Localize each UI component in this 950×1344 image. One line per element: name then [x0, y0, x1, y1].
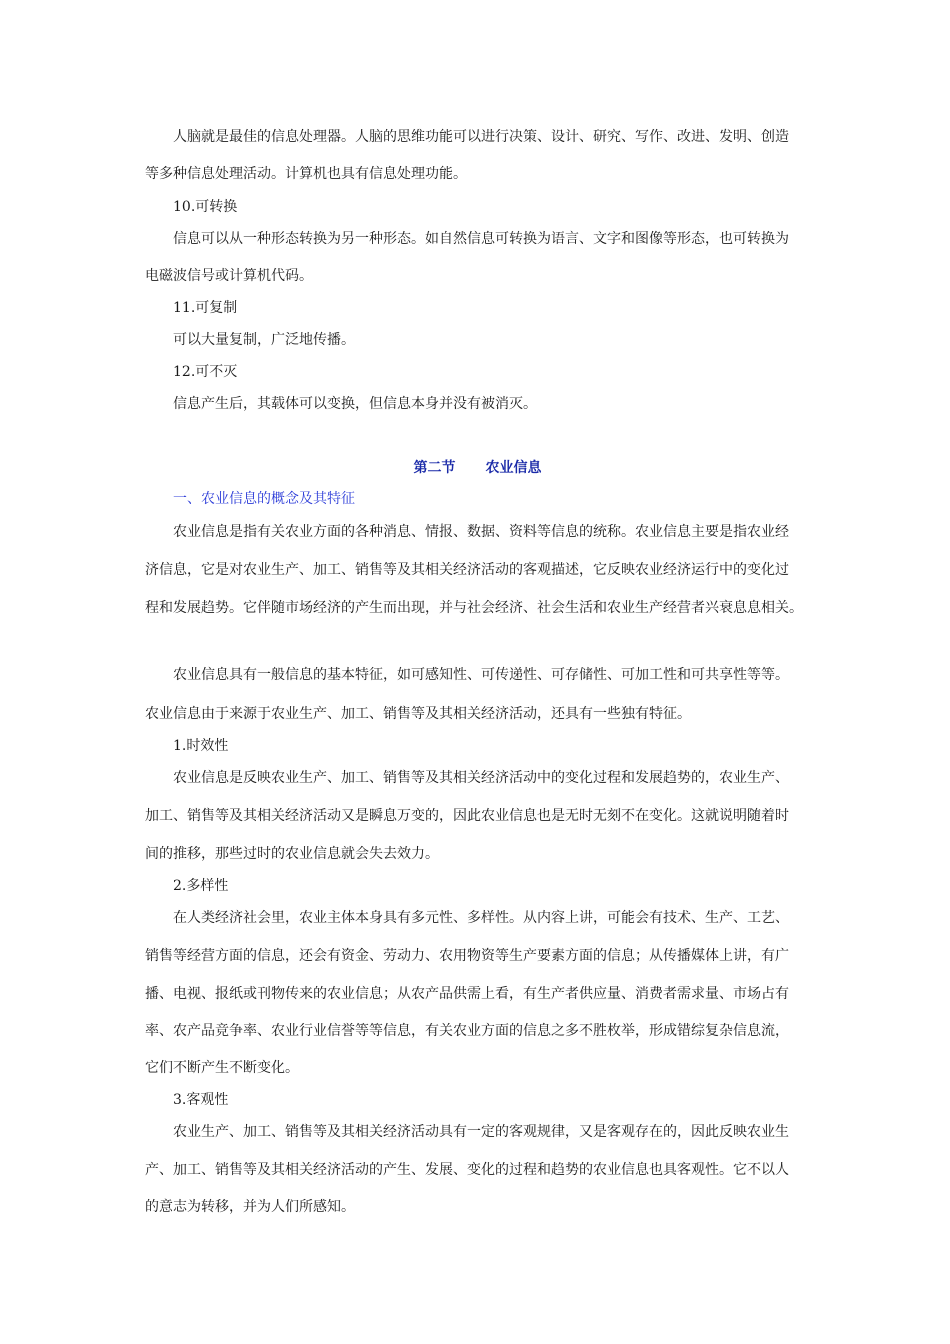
paragraph-line: 加工、销售等及其相关经济活动又是瞬息万变的，因此农业信息也是无时无刻不在变化。这就说明随着时 [145, 808, 789, 824]
paragraph-line: 程和发展趋势。它伴随市场经济的产生而出现，并与社会经济、社会生活和农业生产经营者兴衰息息相关。 [145, 600, 803, 616]
item-heading: 10.可转换 [173, 199, 238, 215]
paragraph-line: 可以大量复制，广泛地传播。 [173, 332, 355, 348]
paragraph-line: 济信息，它是对农业生产、加工、销售等及其相关经济活动的客观描述，它反映农业经济运行中的变化过 [145, 562, 789, 578]
paragraph-line: 销售等经营方面的信息，还会有资金、劳动力、农用物资等生产要素方面的信息；从传播媒体上讲，有广 [145, 948, 789, 964]
section-name: 农业信息 [485, 460, 542, 476]
paragraph-line: 的意志为转移，并为人们所感知。 [145, 1199, 355, 1215]
item-heading: 12.可不灭 [173, 364, 238, 380]
item-heading: 3.客观性 [173, 1092, 229, 1108]
paragraph-line: 农业信息是指有关农业方面的各种消息、情报、数据、资料等信息的统称。农业信息主要是指农业经 [173, 524, 789, 540]
paragraph-line: 间的推移，那些过时的农业信息就会失去效力。 [145, 846, 439, 862]
paragraph-line: 电磁波信号或计算机代码。 [145, 268, 313, 284]
paragraph-line: 它们不断产生不断变化。 [145, 1060, 299, 1076]
section-number: 第二节 [413, 460, 456, 476]
paragraph-line: 信息可以从一种形态转换为另一种形态。如自然信息可转换为语言、文字和图像等形态，也可转换为 [173, 231, 789, 247]
paragraph-line: 率、农产品竞争率、农业行业信誉等等信息，有关农业方面的信息之多不胜枚举，形成错综复杂信息流， [145, 1023, 789, 1039]
item-heading: 11.可复制 [173, 300, 238, 316]
paragraph-line: 产、加工、销售等及其相关经济活动的产生、发展、变化的过程和趋势的农业信息也具客观性。它不以人 [145, 1162, 789, 1178]
paragraph-line: 农业信息是反映农业生产、加工、销售等及其相关经济活动中的变化过程和发展趋势的，农业生产、 [173, 770, 789, 786]
item-heading: 1.时效性 [173, 738, 229, 754]
paragraph-line: 播、电视、报纸或刊物传来的农业信息；从农产品供需上看，有生产者供应量、消费者需求量、市场占有 [145, 986, 789, 1002]
section-title [145, 458, 810, 478]
paragraph-line: 信息产生后，其载体可以变换，但信息本身并没有被消灭。 [173, 396, 537, 412]
subsection-heading: 一、农业信息的概念及其特征 [173, 491, 355, 507]
paragraph-line: 等多种信息处理活动。计算机也具有信息处理功能。 [145, 166, 467, 182]
paragraph-line: 在人类经济社会里，农业主体本身具有多元性、多样性。从内容上讲，可能会有技术、生产、工艺、 [173, 910, 789, 926]
paragraph-line: 农业信息具有一般信息的基本特征，如可感知性、可传递性、可存储性、可加工性和可共享性等等。 [173, 667, 789, 683]
paragraph-line: 农业生产、加工、销售等及其相关经济活动具有一定的客观规律，又是客观存在的，因此反映农业生 [173, 1124, 789, 1140]
paragraph-line: 人脑就是最佳的信息处理器。人脑的思维功能可以进行决策、设计、研究、写作、改进、发明、创造 [173, 129, 789, 145]
item-heading: 2.多样性 [173, 878, 229, 894]
paragraph-line: 农业信息由于来源于农业生产、加工、销售等及其相关经济活动，还具有一些独有特征。 [145, 706, 691, 722]
